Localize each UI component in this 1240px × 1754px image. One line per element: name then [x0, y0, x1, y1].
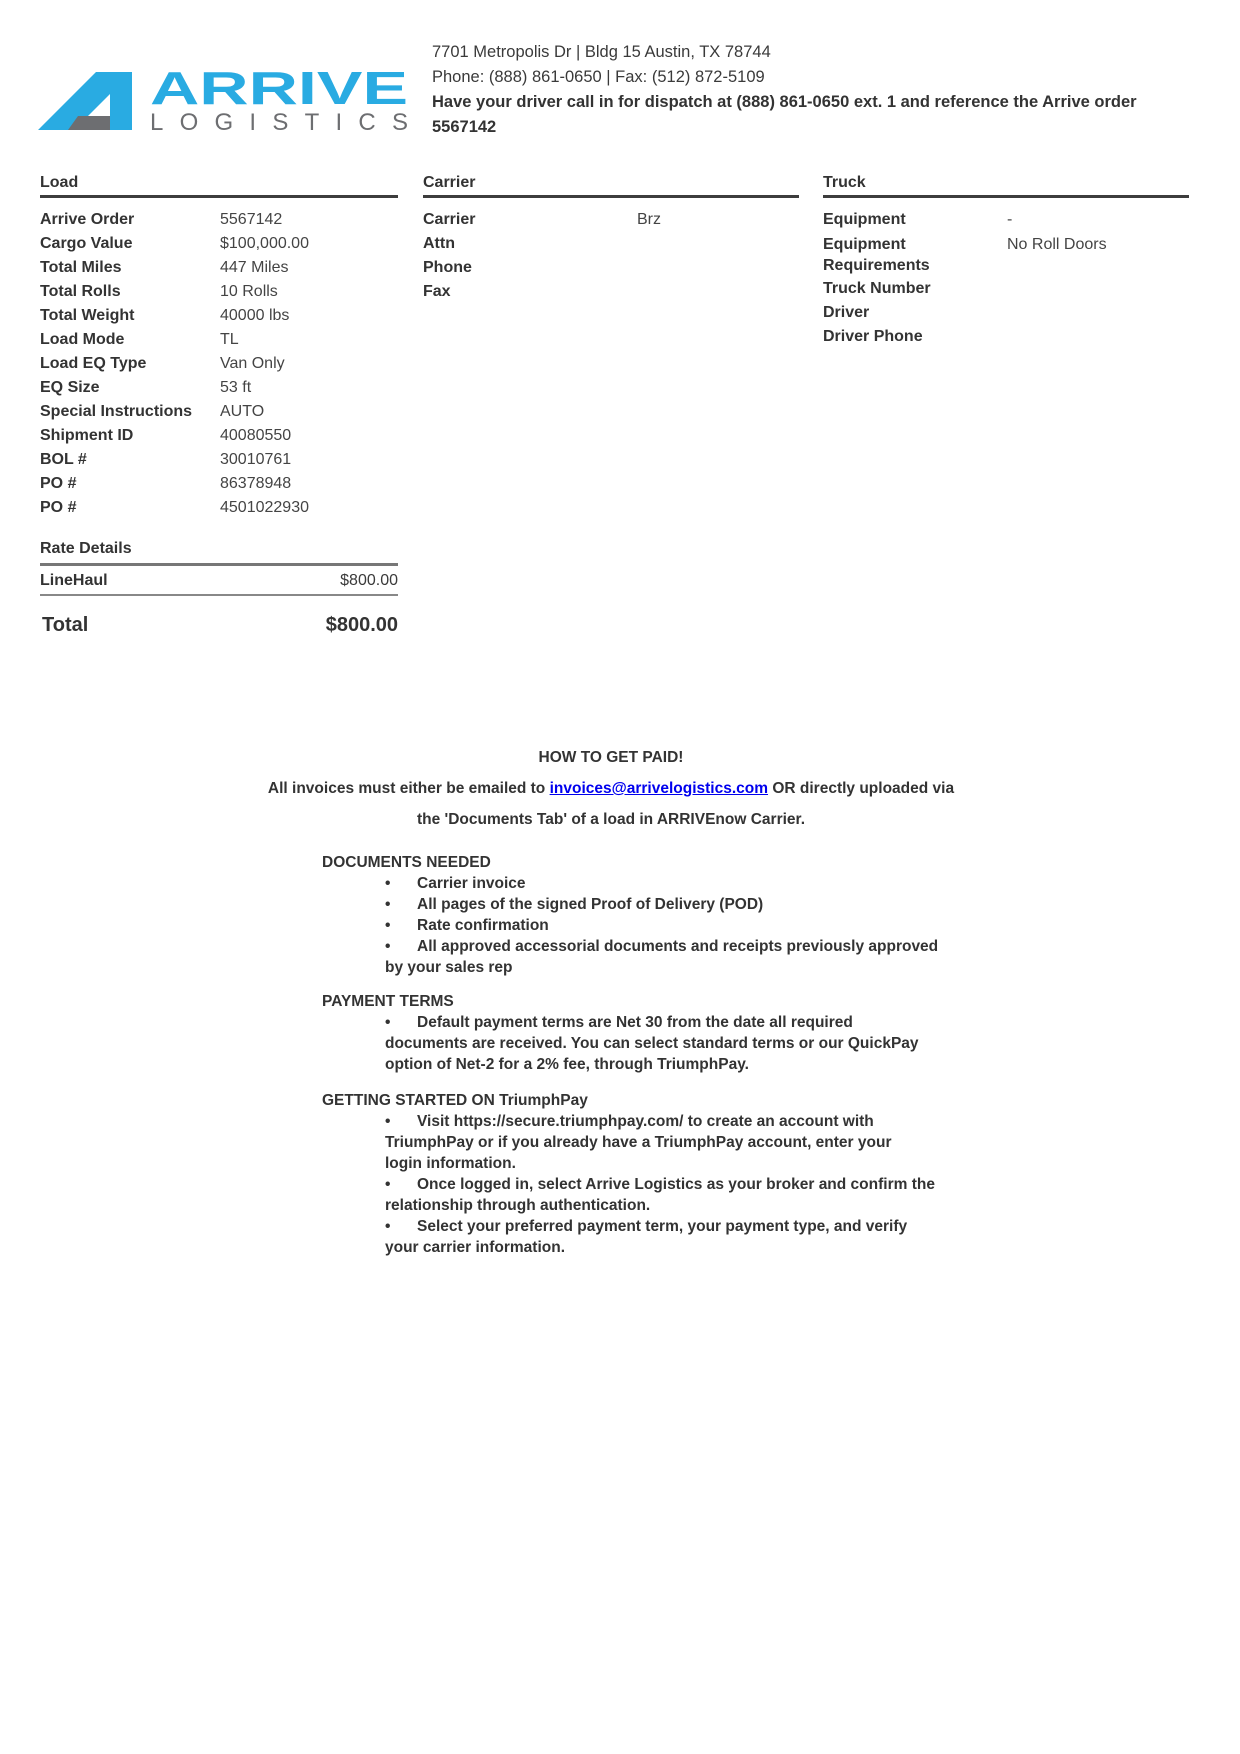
load-label: Load EQ Type [40, 355, 147, 372]
payment-terms-heading: PAYMENT TERMS [322, 993, 454, 1010]
bullet-icon: • [385, 1014, 391, 1031]
load-value: 53 ft [220, 379, 252, 396]
carrier-section [423, 174, 799, 304]
load-value: 447 Miles [220, 259, 289, 276]
invoice-email-link[interactable]: invoices@arrivelogistics.com [549, 780, 769, 797]
howto-line-1-post: OR directly uploaded via [768, 780, 955, 797]
rate-details [40, 540, 398, 596]
list-item-continuation: TriumphPay or if you already have a TriumphPay account, enter your [385, 1134, 892, 1151]
load-label: Shipment ID [40, 427, 134, 444]
list-item-continuation: relationship through authentication. [385, 1197, 651, 1214]
truck-label: Driver Phone [823, 328, 923, 345]
truck-label: Truck Number [823, 280, 931, 297]
truck-divider [823, 195, 1189, 198]
howto-line-2: the 'Documents Tab' of a load in ARRIVEnow Carrier. [416, 811, 806, 828]
load-value: 40000 lbs [220, 307, 290, 324]
getting-started [322, 1090, 972, 1258]
truck-value: - [1007, 211, 1013, 228]
truck-value: No Roll Doors [1007, 236, 1107, 253]
documents-heading: DOCUMENTS NEEDED [322, 854, 491, 871]
truck-label-line: Requirements [823, 257, 930, 274]
list-item [385, 1012, 972, 1033]
list-item-text: Default payment terms are Net 30 from the date all required [417, 1014, 853, 1031]
howto-line-1 [0, 773, 1222, 804]
load-value: AUTO [220, 403, 265, 420]
truck-label: Driver [823, 304, 870, 321]
load-label: PO # [40, 499, 77, 516]
rate-line-value: $800.00 [340, 572, 398, 589]
load-value: 5567142 [220, 211, 283, 228]
carrier-label: Carrier [423, 211, 476, 228]
list-item [385, 894, 972, 915]
howto-line-1-pre: All invoices must either be emailed to [267, 780, 550, 797]
load-value: 40080550 [220, 427, 292, 444]
bullet-icon: • [385, 917, 391, 934]
load-value: 30010761 [220, 451, 292, 468]
carrier-title: Carrier [423, 174, 476, 191]
list-item-continuation: option of Net-2 for a 2% fee, through TriumphPay. [385, 1056, 749, 1073]
truck-label: Equipment [823, 211, 906, 228]
carrier-value: Brz [637, 211, 661, 228]
list-item-text: All approved accessorial documents and receipts previously approved [417, 938, 939, 955]
load-value: 86378948 [220, 475, 292, 492]
list-item [385, 936, 972, 957]
bullet-icon: • [385, 1218, 391, 1235]
load-label: Total Weight [40, 307, 135, 324]
carrier-divider [423, 195, 799, 198]
list-item-text: Rate confirmation [417, 917, 549, 934]
rate-line-divider [40, 594, 398, 596]
load-label: EQ Size [40, 379, 100, 396]
list-item-text: All pages of the signed Proof of Delivery (POD) [417, 896, 764, 913]
logo-word: ARRIVE [150, 66, 408, 114]
load-section [40, 174, 398, 520]
rate-divider [40, 563, 398, 566]
howto-heading: HOW TO GET PAID! [538, 749, 684, 766]
list-item [385, 1111, 972, 1132]
list-item-text: Carrier invoice [417, 875, 526, 892]
list-item [385, 1216, 972, 1237]
bullet-icon: • [385, 938, 391, 955]
carrier-label: Attn [423, 235, 455, 252]
load-label: BOL # [40, 451, 87, 468]
dispatch-instruction-1: Have your driver call in for dispatch at (888) 861-0650 ext. 1 and reference the Arrive order [432, 93, 1137, 111]
logo-sub: LOGISTICS [150, 109, 408, 136]
truck-label [823, 234, 1007, 276]
list-item-text: Select your preferred payment term, your payment type, and verify [417, 1218, 908, 1235]
load-value: 4501022930 [220, 499, 309, 516]
list-item-continuation: by your sales rep [385, 959, 513, 976]
list-item [385, 1174, 972, 1195]
header-contact [432, 40, 1172, 140]
load-label: Arrive Order [40, 211, 135, 228]
list-item-text: Once logged in, select Arrive Logistics as your broker and confirm the [417, 1176, 935, 1193]
load-label: Load Mode [40, 331, 125, 348]
company-phone: Phone: (888) 861-0650 | Fax: (512) 872-5109 [432, 68, 765, 86]
load-value: $100,000.00 [220, 235, 309, 252]
dispatch-instruction-2: 5567142 [432, 118, 497, 136]
getting-started-heading: GETTING STARTED ON TriumphPay [322, 1092, 588, 1109]
bullet-icon: • [385, 896, 391, 913]
truck-section [823, 174, 1189, 349]
rate-line-label: LineHaul [40, 572, 108, 589]
list-item-text: Visit https://secure.triumphpay.com/ to create an account with [417, 1113, 874, 1130]
list-item [385, 873, 972, 894]
documents-needed [322, 852, 972, 978]
load-label: PO # [40, 475, 77, 492]
bullet-icon: • [385, 875, 391, 892]
total-label: Total [42, 614, 89, 636]
rate-total [42, 614, 398, 637]
truck-label-line: Equipment [823, 236, 906, 253]
carrier-label: Phone [423, 259, 472, 276]
bullet-icon: • [385, 1113, 391, 1130]
list-item-continuation: login information. [385, 1155, 516, 1172]
list-item-continuation: your carrier information. [385, 1239, 566, 1256]
load-label: Cargo Value [40, 235, 133, 252]
payment-terms [322, 991, 972, 1075]
load-label: Special Instructions [40, 403, 193, 420]
load-value: 10 Rolls [220, 283, 278, 300]
carrier-label: Fax [423, 283, 451, 300]
bullet-icon: • [385, 1176, 391, 1193]
load-divider [40, 195, 398, 198]
load-value: TL [220, 331, 239, 348]
truck-title: Truck [823, 174, 866, 191]
load-value: Van Only [220, 355, 285, 372]
load-label: Total Rolls [40, 283, 121, 300]
load-label: Total Miles [40, 259, 122, 276]
payment-instructions-header [0, 742, 1222, 835]
load-title: Load [40, 174, 79, 191]
list-item [385, 915, 972, 936]
total-value: $800.00 [325, 614, 398, 636]
list-item-continuation: documents are received. You can select standard terms or our QuickPay [385, 1035, 919, 1052]
company-address: 7701 Metropolis Dr | Bldg 15 Austin, TX 78744 [432, 43, 771, 61]
rate-title: Rate Details [40, 540, 132, 557]
rate-line-item [40, 570, 398, 592]
arrive-logistics-logo [38, 66, 410, 136]
